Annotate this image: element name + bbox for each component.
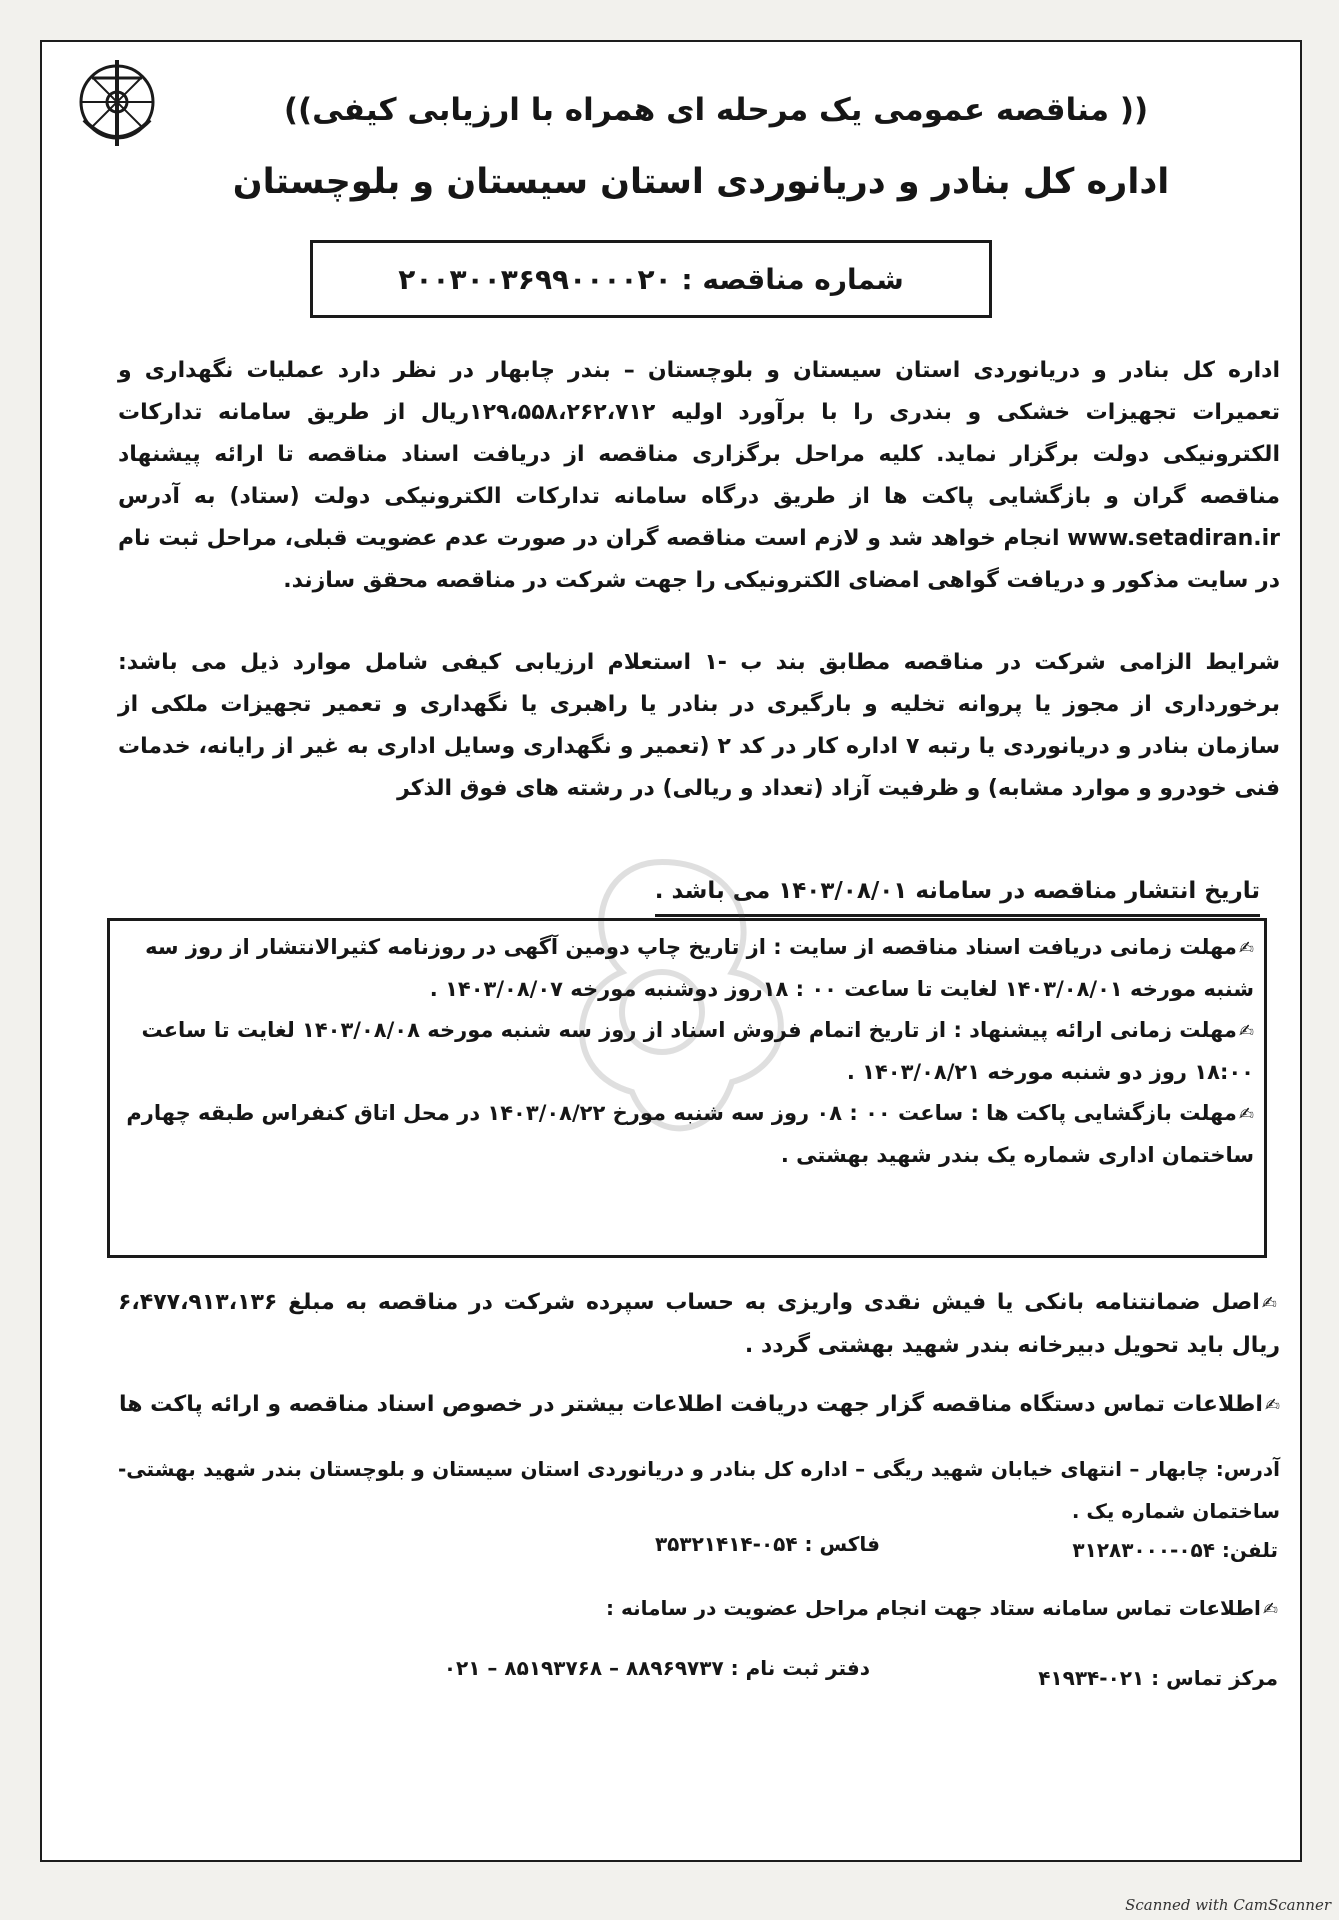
registration-office: دفتر ثبت نام : ۸۸۹۶۹۷۳۷ – ۸۵۱۹۳۷۶۸ – ۰۲۱	[443, 1656, 870, 1680]
pen-icon: ✍	[1238, 938, 1254, 959]
deadline-documents: ✍مهلت زمانی دریافت اسناد مناقصه از سایت : از تاریخ چاپ دومین آگهی در روزنامه کثیرالانتشار از روز سه شنبه مورخه ۱۴۰۳/۰۸/۰۱ لغایت تا ساعت ۰۰ : ۱۸روز دوشنبه مورخه ۱۴۰۳/۰۸/۰۷ .	[145, 935, 1254, 1001]
conditions-paragraph: شرایط الزامی شرکت در مناقصه مطابق بند ب -۱ استعلام ارزیابی کیفی شامل موارد ذیل می باشد: برخورداری از مجوز یا پروانه تخلیه و بارگیری در بنادر یا راهبری یا نگهداری و تعمیر تجهیزات ملکی از سازمان بنادر و دریانوردی یا رتبه ۷ اداره کار در کد ۲ (تعمیر و نگهداری وسایل اداری به غیر از رایانه، خدمات فنی خودرو و موارد مشابه) و ظرفیت آزاد (تعداد و ریالی) در رشته های فوق الذکر	[118, 650, 1281, 801]
organization-title: اداره کل بنادر و دریانوردی استان سیستان و بلوچستان	[232, 162, 1170, 202]
intro-paragraph: اداره کل بنادر و دریانوردی استان سیستان و بلوچستان – بندر چابهار در نظر دارد عملیات نگهداری و تعمیرات تجهیزات خشکی و بندری را با برآورد اولیه ۱۲۹،۵۵۸،۲۶۲،۷۱۲ریال از طریق سامانه تدارکات الکترونیکی دولت برگزار نماید. کلیه مراحل برگزاری مناقصه از دریافت اسناد مناقصه تا ارائه پیشنهاد مناقصه گران و بازگشایی پاکت ها از طریق درگاه سامانه تدارکات الکترونیکی دولت (ستاد) به آدرس www.setadiran.ir انجام خواهد شد و لازم است مناقصه گران در صورت عدم عضویت قبلی، مراحل ثبت نام در سایت مذکور و دریافت گواهی امضای الکترونیکی را جهت شرکت در مناقصه محقق سازند.	[118, 358, 1280, 593]
address: آدرس: چابهار – انتهای خیابان شهید ریگی – اداره کل بنادر و دریانوردی استان سیستان و بلوچستان بندر شهید بهشتی- ساختمان شماره یک .	[118, 1457, 1280, 1523]
document-page	[40, 40, 1302, 1862]
pen-icon: ✍	[1238, 1021, 1254, 1042]
pen-icon: ✍	[1238, 1104, 1254, 1125]
publish-date: تاریخ انتشار مناقصه در سامانه ۱۴۰۳/۰۸/۰۱ می باشد .	[655, 870, 1260, 917]
deadline-opening: ✍مهلت بازگشایی پاکت ها : ساعت ۰۰ : ۰۸ روز سه شنبه مورخ ۱۴۰۳/۰۸/۲۲ در محل اتاق کنفراس طبقه چهارم ساختمان اداری شماره یک بندر شهید بهشتی .	[126, 1101, 1254, 1167]
phone-number: تلفن: ۰۵۴-۳۱۲۸۳۰۰۰	[1072, 1538, 1278, 1562]
tender-number-box	[310, 240, 992, 318]
tender-number: شماره مناقصه : ۲۰۰۳۰۰۳۶۹۹۰۰۰۰۲۰	[398, 262, 904, 296]
tender-type-title: (( مناقصه عمومی یک مرحله ای همراه با ارزیابی کیفی))	[283, 92, 1149, 128]
deadlines-box	[107, 918, 1267, 1258]
pen-icon: ✍	[1264, 1395, 1280, 1416]
fax-number: فاکس : ۰۵۴-۳۵۳۲۱۴۱۴	[654, 1532, 880, 1556]
contact-heading: ✍اطلاعات تماس دستگاه مناقصه گزار جهت دریافت اطلاعات بیشتر در خصوص اسناد مناقصه و ارائه پاکت ها	[118, 1392, 1280, 1417]
call-center: مرکز تماس : ۰۲۱-۴۱۹۳۴	[1038, 1666, 1278, 1690]
pen-icon: ✍	[1262, 1599, 1278, 1620]
deadline-proposal: ✍مهلت زمانی ارائه پیشنهاد : از تاریخ اتمام فروش اسناد از روز سه شنبه مورخه ۱۴۰۳/۰۸/۰۸ لغایت تا ساعت ۱۸:۰۰ روز دو شنبه مورخه ۱۴۰۳/۰۸/۲۱ .	[141, 1018, 1254, 1084]
setad-contact-heading: ✍اطلاعات تماس سامانه ستاد جهت انجام مراحل عضویت در سامانه :	[606, 1596, 1278, 1620]
guarantee-paragraph: ✍اصل ضمانتنامه بانکی یا فیش نقدی واریزی به حساب سپرده شرکت در مناقصه به مبلغ ۶،۴۷۷،۹۱۳،۱۳۶ ریال باید تحویل دبیرخانه بندر شهید بهشتی گردد .	[118, 1290, 1280, 1358]
scanner-credit: Scanned with CamScanner	[1125, 1896, 1331, 1914]
pen-icon: ✍	[1261, 1293, 1280, 1314]
ports-anchor-logo-icon	[62, 50, 172, 160]
